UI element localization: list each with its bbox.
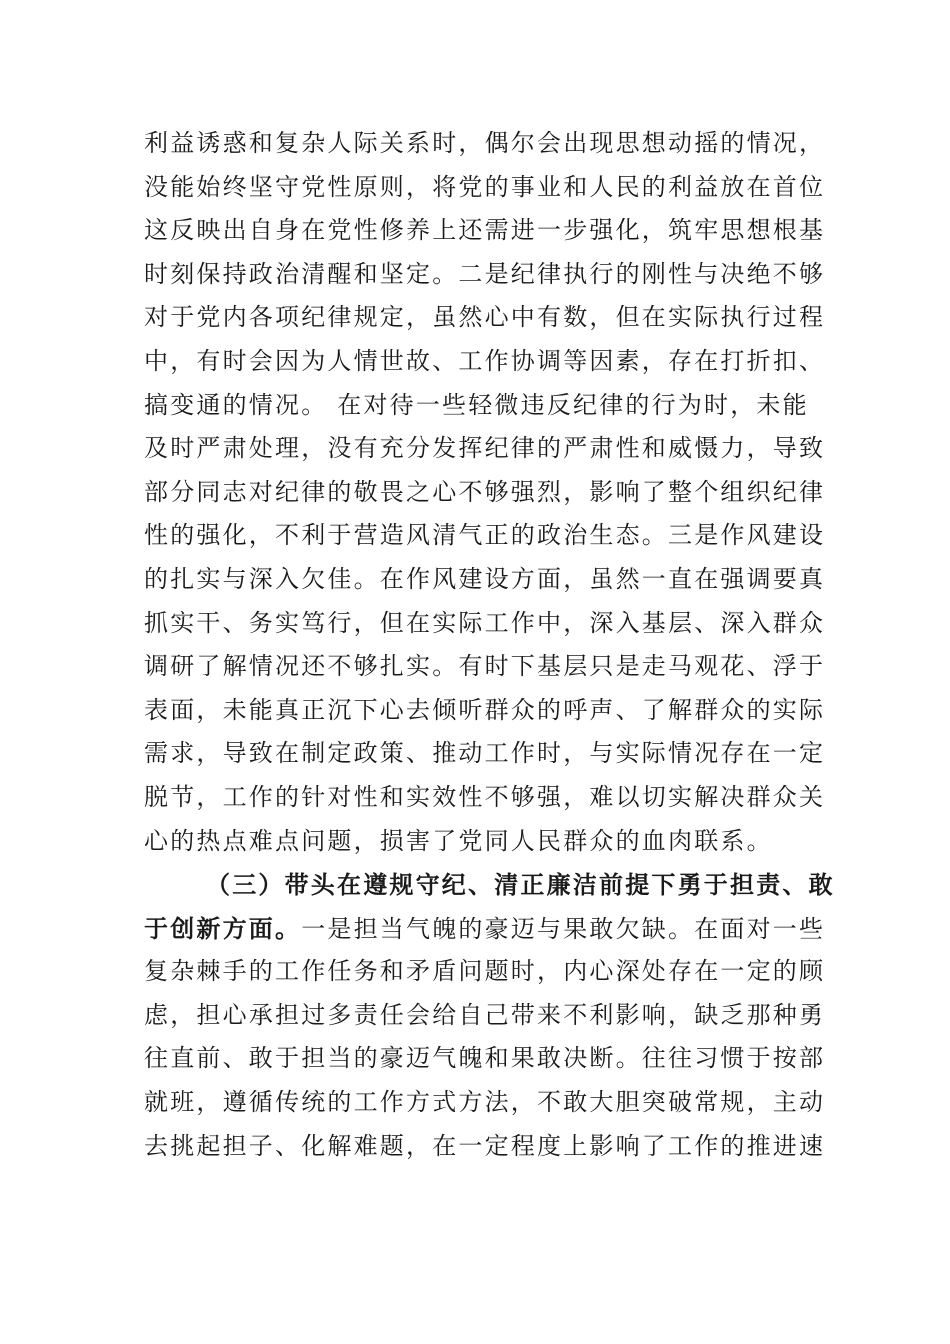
text-line: 这反映出自身在党性修养上还需进一步强化，筑牢思想根基 [144, 216, 826, 245]
text-line: 对于党内各项纪律规定，虽然心中有数，但在实际执行过程 [144, 303, 826, 332]
text-line: 时刻保持政治清醒和坚定。二是纪律执行的刚性与决绝不够 [144, 259, 826, 288]
section-heading: （三）带头在遵规守纪、清正廉洁前提下勇于担责、敢 [206, 870, 835, 900]
text-line: 就班，遵循传统的工作方式方法，不敢大胆突破常规，主动 [144, 1088, 826, 1117]
text-line: 的扎实与深入欠佳。在作风建设方面，虽然一直在强调要真 [144, 564, 826, 593]
text-line: 虑，担心承担过多责任会给自己带来不利影响，缺乏那种勇 [144, 1000, 826, 1029]
text-line [144, 907, 826, 951]
text-line: 复杂棘手的工作任务和矛盾问题时，内心深处存在一定的顾 [144, 957, 826, 986]
text-line: 性的强化，不利于营造风清气正的政治生态。三是作风建设 [144, 521, 826, 550]
section-heading-end: 于创新方面。 [144, 913, 302, 943]
text-line: 表面，未能真正沉下心去倾听群众的呼声、了解群众的实际 [144, 695, 826, 724]
text-line: 及时严肃处理，没有充分发挥纪律的严肃性和威慑力，导致 [144, 434, 826, 463]
text-line: 心的热点难点问题，损害了党同人民群众的血肉联系。 [144, 826, 773, 855]
text-line: 部分同志对纪律的敬畏之心不够强烈，影响了整个组织纪律 [144, 477, 826, 506]
text-line: 搞变通的情况。 在对待一些轻微违反纪律的行为时，未能 [144, 390, 809, 419]
text-line: 去挑起担子、化解难题，在一定程度上影响了工作的推进速 [144, 1131, 826, 1160]
text-line: 脱节，工作的针对性和实效性不够强，难以切实解决群众关 [144, 782, 826, 811]
text-line: 抓实干、务实笃行，但在实际工作中，深入基层、深入群众 [144, 608, 826, 637]
text-line: 需求，导致在制定政策、推动工作时，与实际情况存在一定 [144, 739, 826, 768]
text-line: 往直前、敢于担当的豪迈气魄和果敢决断。往往习惯于按部 [144, 1044, 826, 1073]
section-text: 一是担当气魄的豪迈与果敢欠缺。在面对一些 [301, 914, 826, 943]
text-line: 调研了解情况还不够扎实。有时下基层只是走马观花、浮于 [144, 652, 826, 681]
text-line: 利益诱惑和复杂人际关系时，偶尔会出现思想动摇的情况， [144, 129, 826, 157]
document-body [144, 122, 835, 1168]
text-line: 中，有时会因为人情世故、工作协调等因素，存在打折扣、 [144, 346, 826, 375]
text-line: 没能始终坚守党性原则，将党的事业和人民的利益放在首位 [144, 172, 826, 201]
